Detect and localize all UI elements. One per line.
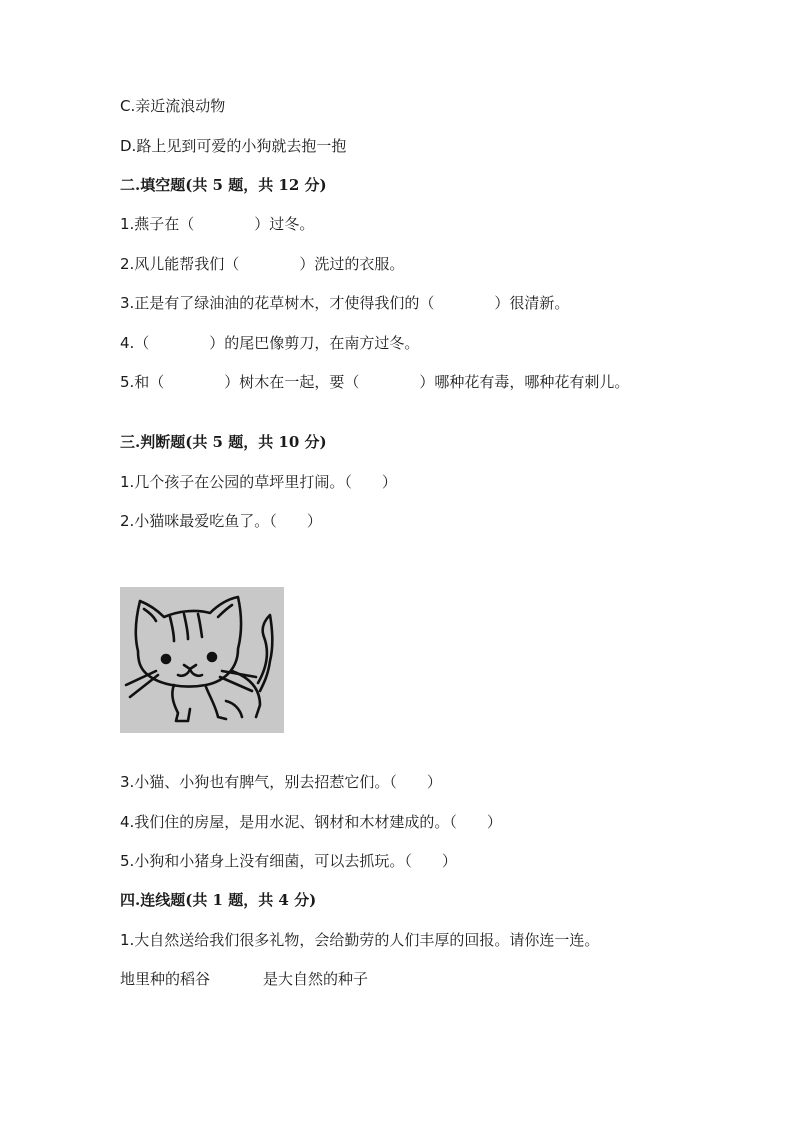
cat-drawing-icon <box>120 587 284 733</box>
fill-question-3: 3.正是有了绿油油的花草树木，才使得我们的（ ）很清新。 <box>120 294 570 312</box>
fill-question-5: 5.和（ ）树木在一起，要（ ）哪种花有毒，哪种花有刺儿。 <box>120 373 630 391</box>
option-d: D.路上见到可爱的小狗就去抱一抱 <box>120 137 347 155</box>
judge-question-1: 1.几个孩子在公园的草坪里打闹。（ ） <box>120 473 397 491</box>
match-left-item: 地里种的稻谷 <box>120 970 211 988</box>
fill-question-4: 4.（ ）的尾巴像剪刀，在南方过冬。 <box>120 334 420 352</box>
fill-question-1: 1.燕子在（ ）过冬。 <box>120 215 315 233</box>
judge-question-4: 4.我们住的房屋，是用水泥、钢材和木材建成的。（ ） <box>120 813 502 831</box>
match-question-1: 1.大自然送给我们很多礼物，会给勤劳的人们丰厚的回报。请你连一连。 <box>120 931 600 949</box>
judge-question-2: 2.小猫咪最爱吃鱼了。（ ） <box>120 512 322 530</box>
section-4-title: 四.连线题(共 1 题，共 4 分) <box>120 891 317 909</box>
judge-question-5: 5.小狗和小猪身上没有细菌，可以去抓玩。（ ） <box>120 852 457 870</box>
section-3-title: 三.判断题(共 5 题，共 10 分) <box>120 433 327 451</box>
match-right-item: 是大自然的种子 <box>263 970 369 988</box>
option-c: C.亲近流浪动物 <box>120 97 226 115</box>
section-2-title: 二.填空题(共 5 题，共 12 分) <box>120 176 327 194</box>
judge-question-3: 3.小猫、小狗也有脾气，别去招惹它们。（ ） <box>120 773 442 791</box>
fill-question-2: 2.风儿能帮我们（ ）洗过的衣服。 <box>120 255 405 273</box>
